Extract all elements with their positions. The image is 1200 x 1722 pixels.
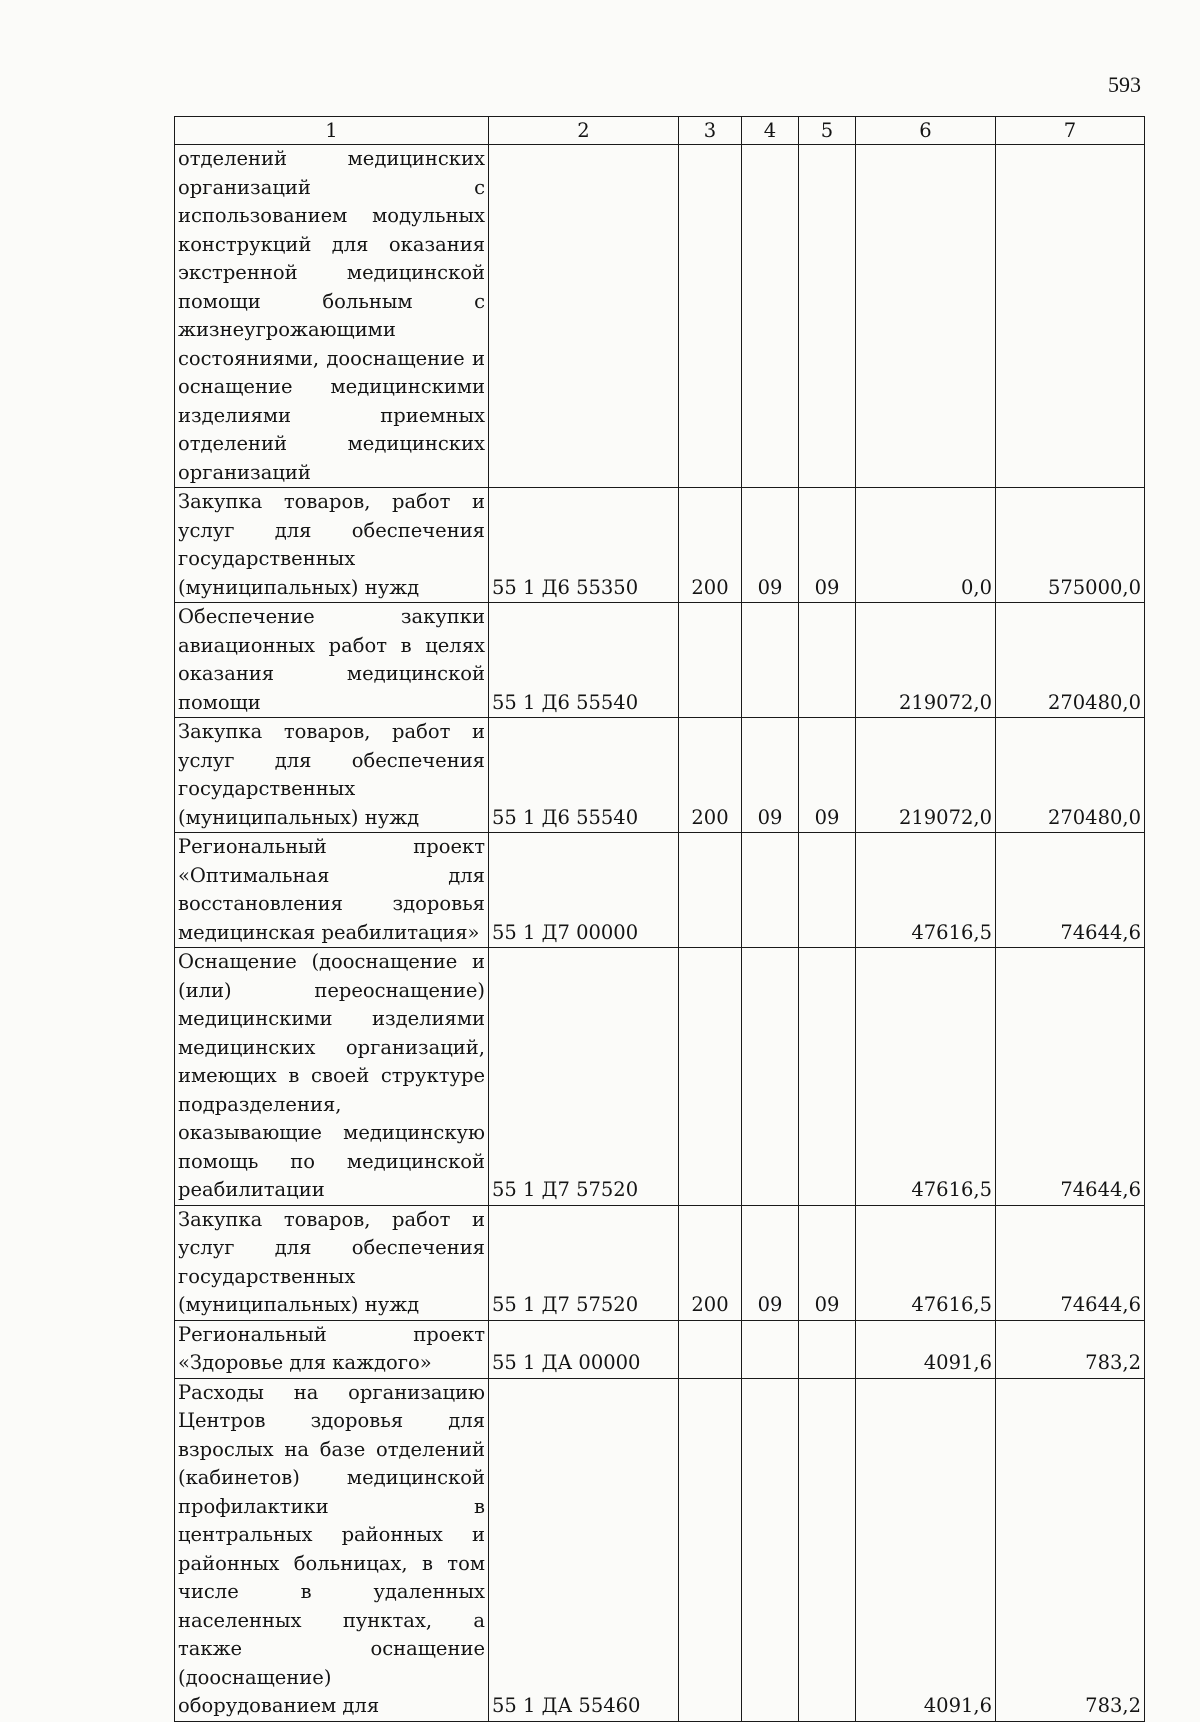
row-col5 (799, 145, 856, 488)
row-code: 55 1 Д6 55540 (489, 718, 679, 833)
table-row (175, 718, 1145, 833)
table-row (175, 145, 1145, 488)
table-row (175, 833, 1145, 948)
row-col5 (799, 833, 856, 948)
row-col7: 783,2 (996, 1320, 1145, 1378)
row-col4 (742, 1320, 799, 1378)
row-col5 (799, 1378, 856, 1721)
column-header-6: 6 (856, 117, 996, 145)
column-header-7: 7 (996, 117, 1145, 145)
row-col6: 0,0 (856, 488, 996, 603)
row-col7: 74644,6 (996, 948, 1145, 1206)
column-header-2: 2 (489, 117, 679, 145)
page-number: 593 (1108, 72, 1141, 97)
row-code: 55 1 Д6 55350 (489, 488, 679, 603)
row-description: Закупка товаров, работ и услуг для обеспечения государственных (муниципальных) нужд (175, 488, 489, 603)
row-col6: 219072,0 (856, 718, 996, 833)
row-col5 (799, 1320, 856, 1378)
row-col7: 74644,6 (996, 1205, 1145, 1320)
table-row (175, 1320, 1145, 1378)
row-col6: 47616,5 (856, 1205, 996, 1320)
budget-table (174, 116, 1145, 1722)
table-row (175, 1205, 1145, 1320)
row-col4 (742, 603, 799, 718)
column-header-4: 4 (742, 117, 799, 145)
table-row (175, 948, 1145, 1206)
row-col6 (856, 145, 996, 488)
row-code: 55 1 ДА 55460 (489, 1378, 679, 1721)
row-col4: 09 (742, 718, 799, 833)
row-col6: 47616,5 (856, 948, 996, 1206)
table-body (175, 145, 1145, 1722)
table-header (175, 117, 1145, 145)
row-col3 (679, 1320, 742, 1378)
row-col5 (799, 948, 856, 1206)
row-col6: 4091,6 (856, 1378, 996, 1721)
row-col7: 783,2 (996, 1378, 1145, 1721)
row-code: 55 1 ДА 00000 (489, 1320, 679, 1378)
row-col4: 09 (742, 1205, 799, 1320)
row-description: Региональный проект «Здоровье для каждого» (175, 1320, 489, 1378)
row-col4 (742, 145, 799, 488)
row-col4 (742, 948, 799, 1206)
row-col3 (679, 833, 742, 948)
row-col7: 74644,6 (996, 833, 1145, 948)
row-code: 55 1 Д7 57520 (489, 1205, 679, 1320)
row-col5: 09 (799, 1205, 856, 1320)
column-header-5: 5 (799, 117, 856, 145)
row-col7: 575000,0 (996, 488, 1145, 603)
row-code: 55 1 Д6 55540 (489, 603, 679, 718)
row-col3 (679, 603, 742, 718)
row-description: Закупка товаров, работ и услуг для обеспечения государственных (муниципальных) нужд (175, 1205, 489, 1320)
row-col4 (742, 1378, 799, 1721)
row-col6: 219072,0 (856, 603, 996, 718)
row-code: 55 1 Д7 00000 (489, 833, 679, 948)
row-col3 (679, 1378, 742, 1721)
column-header-3: 3 (679, 117, 742, 145)
row-col7: 270480,0 (996, 603, 1145, 718)
row-col5: 09 (799, 488, 856, 603)
row-code (489, 145, 679, 488)
table-row (175, 603, 1145, 718)
row-description: отделений медицинских организаций с использованием модульных конструкций для оказания экстренной медицинской помощи больным с жизнеугрожающими состояниями, дооснащение и оснащение медицинскими изделиями приемных отделений медицинских организаций (175, 145, 489, 488)
table-row (175, 1378, 1145, 1721)
row-col5: 09 (799, 718, 856, 833)
column-header-1: 1 (175, 117, 489, 145)
row-description: Закупка товаров, работ и услуг для обеспечения государственных (муниципальных) нужд (175, 718, 489, 833)
row-col3: 200 (679, 718, 742, 833)
row-col3: 200 (679, 488, 742, 603)
row-col4 (742, 833, 799, 948)
row-col6: 4091,6 (856, 1320, 996, 1378)
row-description: Расходы на организацию Центров здоровья для взрослых на базе отделений (кабинетов) медицинской профилактики в центральных районных и районных больницах, в том числе в удаленных населенных пунктах, а также оснащение (дооснащение) оборудованием для (175, 1378, 489, 1721)
row-col3: 200 (679, 1205, 742, 1320)
row-description: Региональный проект «Оптимальная для восстановления здоровья медицинская реабилитация» (175, 833, 489, 948)
row-col3 (679, 145, 742, 488)
row-col6: 47616,5 (856, 833, 996, 948)
row-description: Обеспечение закупки авиационных работ в целях оказания медицинской помощи (175, 603, 489, 718)
row-col3 (679, 948, 742, 1206)
header-row (175, 117, 1145, 145)
row-col7: 270480,0 (996, 718, 1145, 833)
row-col5 (799, 603, 856, 718)
row-description: Оснащение (дооснащение и (или) переоснащение) медицинскими изделиями медицинских организаций, имеющих в своей структуре подразделения, оказывающие медицинскую помощь по медицинской реабилитации (175, 948, 489, 1206)
row-code: 55 1 Д7 57520 (489, 948, 679, 1206)
table-row (175, 488, 1145, 603)
row-col7 (996, 145, 1145, 488)
row-col4: 09 (742, 488, 799, 603)
